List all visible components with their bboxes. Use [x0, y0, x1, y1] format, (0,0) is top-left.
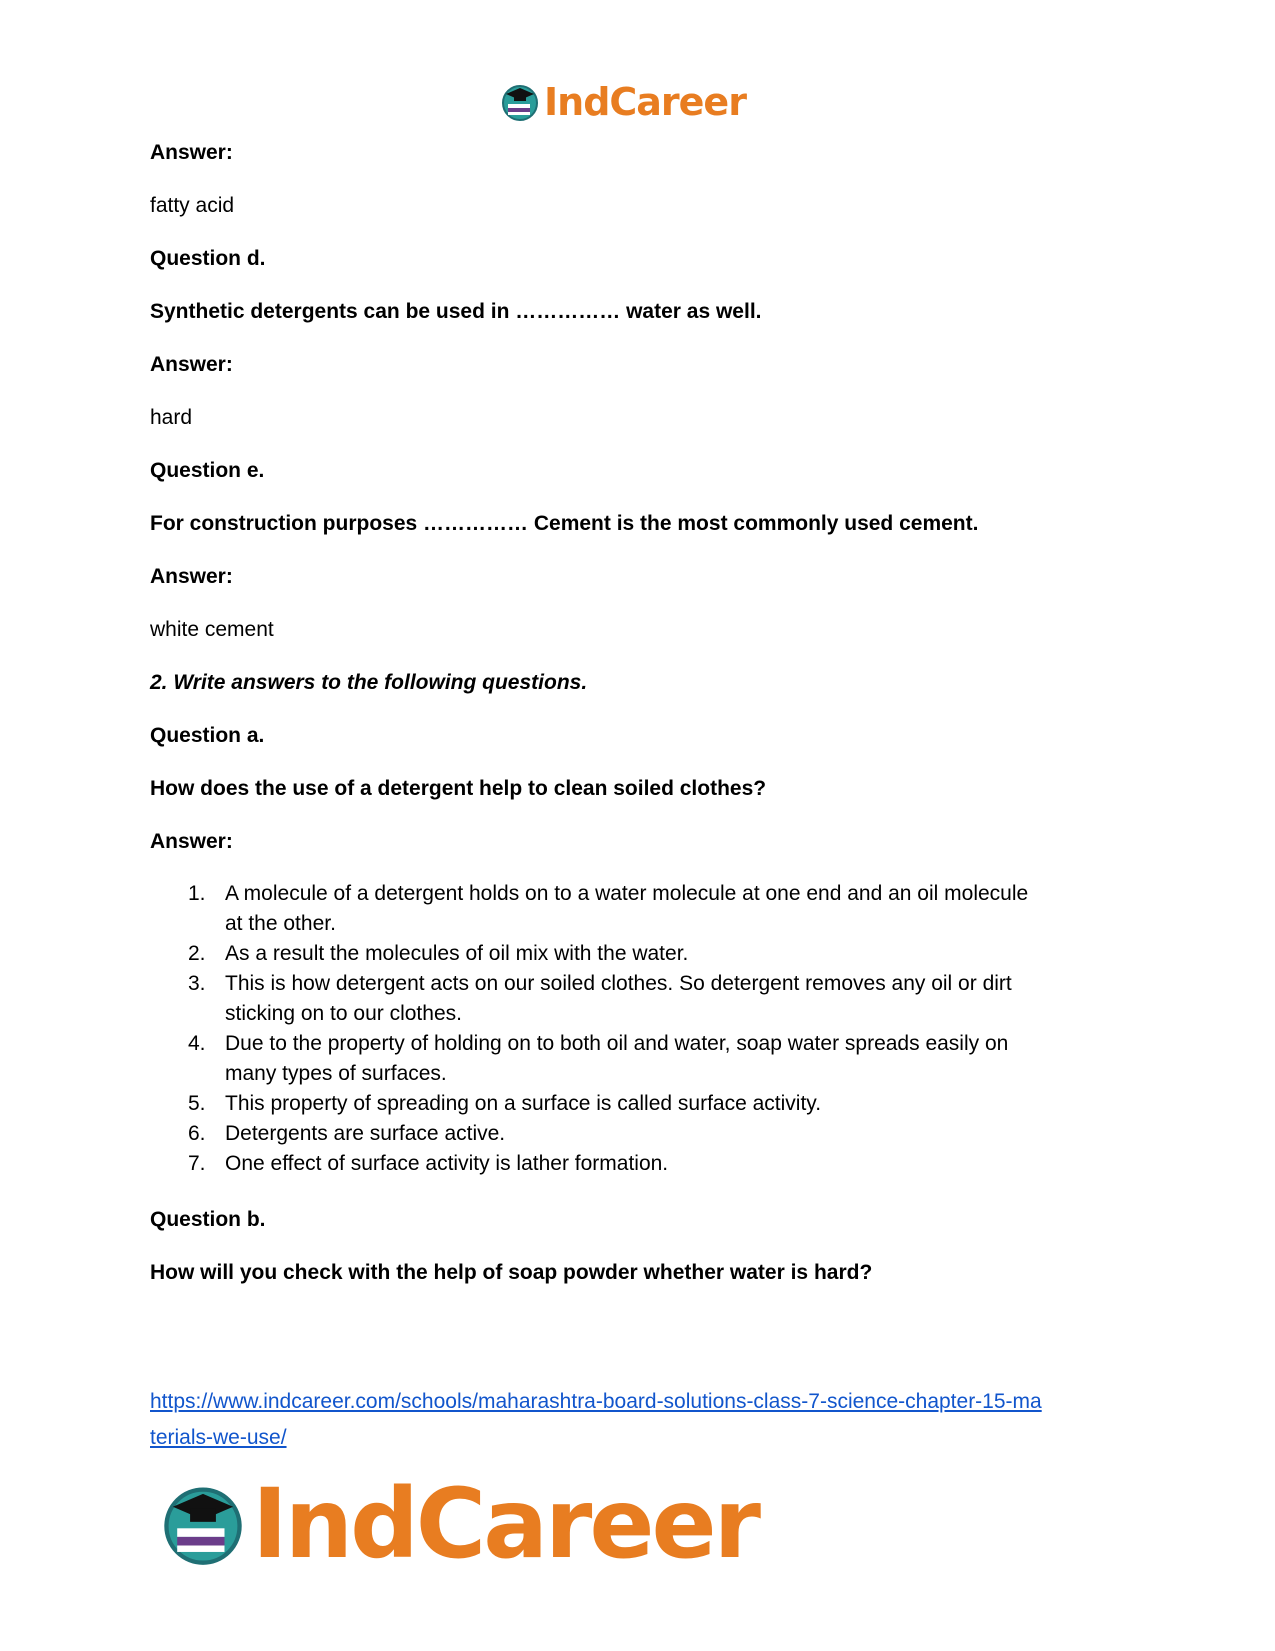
question-text: How does the use of a detergent help to clean soiled clothes?	[150, 777, 767, 800]
list-item: 3. This is how detergent acts on our soiled clothes. So detergent removes any oil or dirt sticking on to our clothes.	[188, 972, 1012, 1025]
answer-label: Answer:	[150, 141, 233, 164]
footer-logo	[160, 1468, 758, 1580]
logo-text: IndCareer	[252, 1468, 758, 1580]
answer-text: fatty acid	[150, 194, 235, 217]
question-text: For construction purposes …………… Cement is the most commonly used cement.	[150, 512, 979, 535]
section-heading: 2. Write answers to the following questions.	[150, 671, 588, 694]
graduation-book-icon	[500, 82, 540, 122]
answer-text: white cement	[150, 618, 274, 641]
list-item: 4. Due to the property of holding on to both oil and water, soap water spreads easily on many types of surfaces.	[188, 1032, 1009, 1085]
question-text: Synthetic detergents can be used in …………… water as well.	[150, 300, 762, 323]
answer-label: Answer:	[150, 830, 233, 853]
answer-list	[150, 879, 1130, 1179]
list-item: 7. One effect of surface activity is lather formation.	[188, 1152, 669, 1175]
question-text: How will you check with the help of soap powder whether water is hard?	[150, 1261, 873, 1284]
answer-label: Answer:	[150, 565, 233, 588]
source-link[interactable]: https://www.indcareer.com/schools/maharashtra-board-solutions-class-7-science-chapter-15-ma terials-we-use/	[150, 1390, 1042, 1449]
list-item: 6. Detergents are surface active.	[188, 1122, 506, 1145]
list-item: 5. This property of spreading on a surface is called surface activity.	[188, 1092, 822, 1115]
question-heading: Question d.	[150, 247, 266, 270]
header-logo	[500, 80, 746, 124]
list-item: 1. A molecule of a detergent holds on to a water molecule at one end and an oil molecule at the other.	[188, 882, 1029, 935]
main-content	[150, 141, 1130, 1285]
logo-text: IndCareer	[544, 80, 746, 124]
graduation-book-icon	[160, 1481, 246, 1567]
source-link-block	[150, 1384, 1150, 1456]
list-item: 2. As a result the molecules of oil mix with the water.	[188, 942, 689, 965]
answer-label: Answer:	[150, 353, 233, 376]
question-heading: Question a.	[150, 724, 265, 747]
question-heading: Question e.	[150, 459, 265, 482]
answer-text: hard	[150, 406, 193, 429]
question-heading: Question b.	[150, 1208, 266, 1231]
